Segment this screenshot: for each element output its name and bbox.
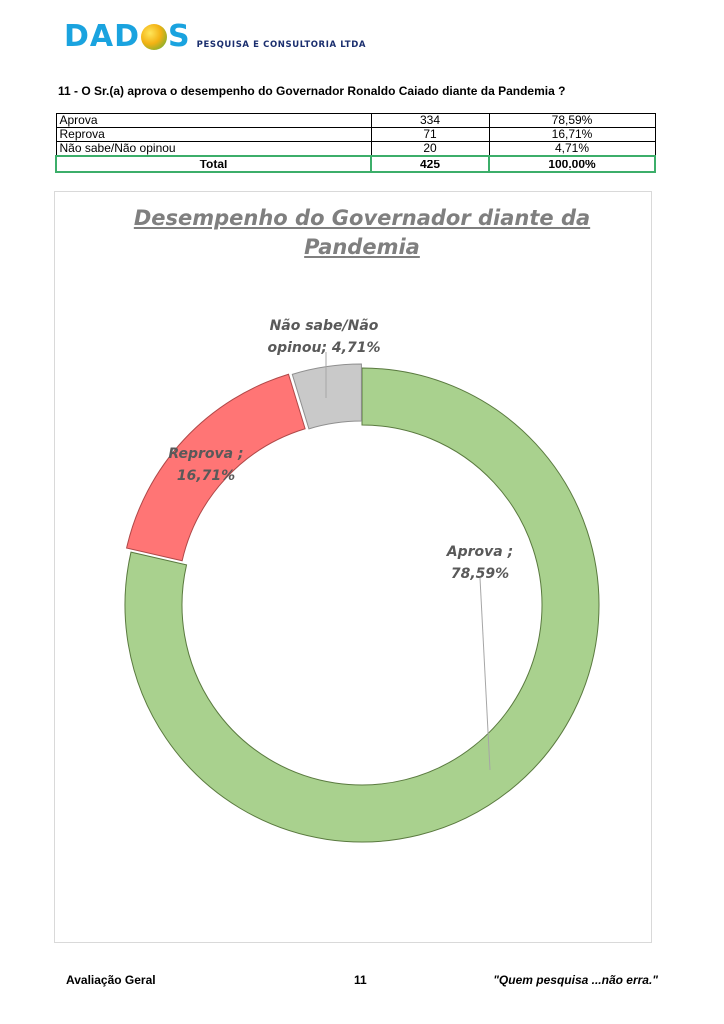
- data-label: 78,59%: [450, 566, 510, 582]
- row-count: 20: [371, 142, 489, 157]
- question-text: 11 - O Sr.(a) aprova o desempenho do Governador Ronaldo Caiado diante da Pandemia ?: [58, 84, 566, 98]
- logo-subtitle: PESQUISA E CONSULTORIA LTDA: [196, 40, 367, 50]
- total-count: 425: [371, 156, 489, 172]
- logo-text-right: S: [168, 19, 191, 54]
- row-label: Reprova: [56, 128, 371, 142]
- chart-title-line1: Desempenho do Governador diante da: [133, 206, 591, 230]
- row-percent: 16,71%: [489, 128, 655, 142]
- footer-section-title: Avaliação Geral: [66, 973, 156, 987]
- total-label: Total: [56, 156, 371, 172]
- total-percent: 100,00%: [489, 156, 655, 172]
- row-count: 334: [371, 114, 489, 128]
- data-label: 16,71%: [176, 468, 236, 484]
- data-label: opinou; 4,71%: [267, 340, 381, 356]
- row-label: Não sabe/Não opinou: [56, 142, 371, 157]
- row-percent: 78,59%: [489, 114, 655, 128]
- row-percent: 4,71%: [489, 142, 655, 157]
- logo-text-left: DAD: [64, 19, 141, 54]
- data-label: Aprova ;: [446, 544, 514, 560]
- footer-slogan: "Quem pesquisa ...não erra.": [493, 973, 658, 987]
- row-label: Aprova: [56, 114, 371, 128]
- row-count: 71: [371, 128, 489, 142]
- footer-page-number: 11: [354, 973, 367, 987]
- chart-title-line2: Pandemia: [304, 235, 420, 259]
- data-label: Não sabe/Não: [269, 318, 379, 334]
- data-label: Reprova ;: [168, 446, 244, 462]
